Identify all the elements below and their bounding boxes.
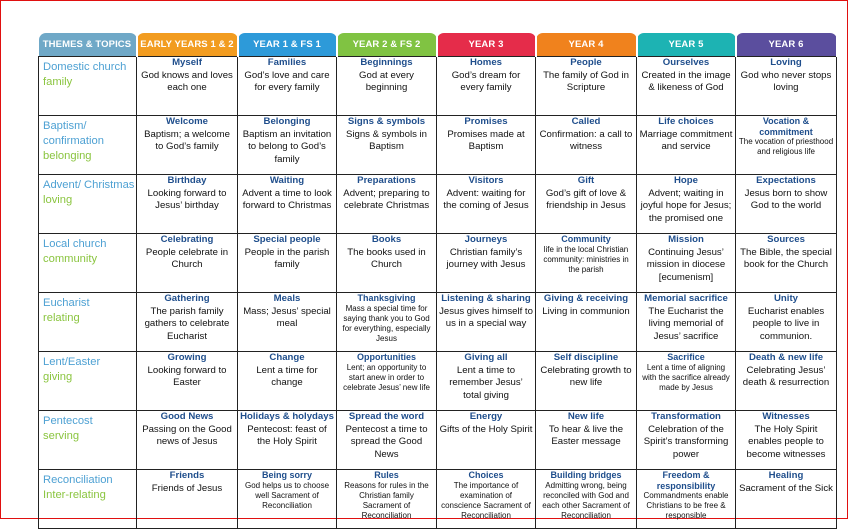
topic-title: Families: [267, 57, 307, 68]
theme-verb: loving: [43, 194, 73, 206]
topic-description: God’s gift of love & friendship in Jesus: [545, 187, 627, 212]
topic-cell: [637, 175, 736, 234]
topic-description: Celebration of the Spirit’s transforming power: [643, 423, 729, 460]
topic-cell: [137, 352, 238, 411]
topic-description: Advent a time to look forward to Christmas: [242, 187, 332, 212]
topic-title: Good News: [160, 411, 214, 422]
topic-description: Admitting wrong, being reconciled with God and each other Sacrament of Reconciliation: [542, 480, 630, 520]
topic-cell: [337, 234, 437, 293]
theme-name: Local church: [43, 238, 107, 250]
topic-title: Memorial sacrifice: [644, 293, 728, 304]
topic-description: Mass a special time for saying thank you to God for everything, especially Jesus: [342, 303, 431, 343]
theme-verb: community: [43, 253, 98, 265]
topic-cell: [437, 293, 536, 352]
topic-description: Promises made at Baptism: [447, 128, 525, 153]
topic-cell: [536, 411, 637, 470]
topic-description: Celebrating growth to new life: [540, 364, 632, 389]
topic-description: God’s dream for every family: [451, 69, 521, 94]
topic-description: Baptism; a welcome to God’s family: [144, 128, 230, 153]
topic-cell: [736, 293, 837, 352]
theme-verb: Inter-relating: [43, 489, 106, 501]
topic-title: Beginnings: [360, 57, 413, 68]
topic-description: Jesus gives himself to us in a special way: [439, 305, 533, 330]
theme-cell: [39, 470, 137, 529]
topic-title: Visitors: [468, 175, 504, 186]
topic-description: The parish family gathers to celebrate Eucharist: [144, 305, 230, 342]
topic-description: The vocation of priesthood and religious life: [738, 137, 834, 156]
topic-description: The Eucharist the living memorial of Jesus’ sacrifice: [648, 305, 724, 342]
topic-description: Commandments enable Christians to be free & responsible: [643, 491, 729, 520]
topic-description: Eucharist enables people to live in communion.: [747, 305, 825, 342]
topic-description: God’s love and care for every family: [244, 69, 330, 94]
topic-title: New life: [567, 411, 605, 422]
topic-title: Preparations: [357, 175, 416, 186]
theme-name: Pentecost: [43, 415, 93, 427]
topic-cell: [337, 411, 437, 470]
topic-title: Called: [571, 116, 601, 127]
topic-cell: [736, 411, 837, 470]
topic-title: Spread the word: [348, 411, 425, 422]
topic-title: Freedom & responsibility: [656, 470, 716, 491]
topic-title: Signs & symbols: [347, 116, 426, 127]
topic-cell: [637, 116, 736, 175]
theme-name: Lent/Easter: [43, 356, 101, 368]
topic-title: Mission: [668, 234, 704, 245]
topic-cell: [238, 293, 337, 352]
table-row: [39, 175, 837, 234]
header-year-3: YEAR 2 & FS 2: [337, 33, 437, 57]
header-year-7: YEAR 6: [736, 33, 837, 57]
topic-cell: [337, 116, 437, 175]
topic-title: Death & new life: [748, 352, 824, 363]
topic-cell: [337, 293, 437, 352]
theme-verb: giving: [43, 371, 73, 383]
topic-description: life in the local Christian community: ministries in the parish: [543, 244, 629, 274]
topic-cell: [437, 234, 536, 293]
theme-cell: [39, 293, 137, 352]
topic-cell: [637, 411, 736, 470]
topic-title: Transformation: [651, 411, 721, 422]
topic-title: Building bridges: [550, 470, 622, 480]
topic-description: God knows and loves each one: [141, 69, 233, 94]
topic-description: Living in communion: [542, 305, 630, 317]
topic-description: Pentecost: feast of the Holy Spirit: [247, 423, 327, 448]
theme-name: Baptism/ confirmation: [43, 120, 104, 147]
topic-description: Looking forward to Easter: [147, 364, 227, 389]
theme-cell: [39, 411, 137, 470]
theme-name: Domestic church: [43, 61, 127, 73]
topic-cell: [736, 57, 837, 116]
topic-title: Gift: [577, 175, 595, 186]
topic-title: Giving & receiving: [543, 293, 629, 304]
topic-title: Change: [269, 352, 305, 363]
header-year-4: YEAR 3: [437, 33, 536, 57]
topic-description: The family of God in Scripture: [543, 69, 629, 94]
topic-title: Myself: [172, 57, 202, 68]
table-row: [39, 234, 837, 293]
topic-description: Lent; an opportunity to start anew in order to celebrate Jesus’ new life: [343, 362, 430, 392]
topic-cell: [736, 352, 837, 411]
topic-cell: [437, 175, 536, 234]
topic-title: Healing: [768, 470, 804, 481]
topic-description: Lent a time to remember Jesus’ total giving: [449, 364, 523, 401]
theme-cell: [39, 116, 137, 175]
topic-description: Created in the image & likeness of God: [641, 69, 731, 94]
topic-description: Christian family’s journey with Jesus: [446, 246, 526, 271]
table-row: [39, 57, 837, 116]
topic-title: Waiting: [269, 175, 305, 186]
header-year-6: YEAR 5: [637, 33, 736, 57]
topic-cell: [137, 116, 238, 175]
topic-description: God helps us to choose well Sacrament of Reconciliation: [244, 480, 330, 510]
topic-cell: [238, 175, 337, 234]
topic-description: Marriage commitment and service: [639, 128, 733, 153]
topic-title: Friends: [169, 470, 205, 481]
topic-title: People: [570, 57, 602, 68]
topic-title: Ourselves: [662, 57, 710, 68]
topic-title: Thanksgiving: [357, 293, 416, 303]
table-row: [39, 470, 837, 529]
header-year-5: YEAR 4: [536, 33, 637, 57]
topic-description: The books used in Church: [347, 246, 426, 271]
topic-cell: [137, 293, 238, 352]
topic-cell: [137, 470, 238, 529]
topic-title: Loving: [770, 57, 802, 68]
topic-description: Gifts of the Holy Spirit: [439, 423, 533, 435]
topic-cell: [736, 234, 837, 293]
topic-cell: [137, 234, 238, 293]
topic-title: Unity: [774, 293, 798, 304]
topic-cell: [637, 293, 736, 352]
topic-cell: [536, 293, 637, 352]
topic-cell: [736, 116, 837, 175]
topic-description: Advent: waiting for the coming of Jesus: [443, 187, 529, 212]
theme-cell: [39, 57, 137, 116]
topic-title: Promises: [464, 116, 508, 127]
topic-cell: [637, 470, 736, 529]
theme-verb: belonging: [43, 150, 92, 162]
topic-title: Holidays & holydays: [240, 411, 334, 422]
topic-cell: [238, 234, 337, 293]
curriculum-table: [38, 33, 838, 529]
topic-description: Lent a time for change: [256, 364, 318, 389]
topic-cell: [337, 470, 437, 529]
topic-title: Sacrifice: [667, 352, 705, 362]
theme-name: Advent/ Christmas: [43, 179, 135, 191]
topic-description: To hear & live the Easter message: [548, 423, 624, 448]
topic-cell: [238, 57, 337, 116]
topic-title: Journeys: [464, 234, 508, 245]
topic-description: Looking forward to Jesus’ birthday: [147, 187, 227, 212]
topic-title: Books: [371, 234, 402, 245]
topic-title: Birthday: [167, 175, 207, 186]
topic-description: Passing on the Good news of Jesus: [142, 423, 232, 448]
theme-verb: serving: [43, 430, 80, 442]
topic-description: Friends of Jesus: [151, 482, 223, 494]
topic-cell: [437, 411, 536, 470]
topic-title: Opportunities: [357, 352, 416, 362]
topic-title: Energy: [469, 411, 503, 422]
theme-name: Reconciliation: [43, 474, 113, 486]
topic-title: Sources: [767, 234, 805, 245]
topic-title: Celebrating: [160, 234, 214, 245]
topic-title: Growing: [167, 352, 207, 363]
topic-description: Sacrament of the Sick: [739, 482, 833, 494]
topic-cell: [137, 411, 238, 470]
topic-cell: [137, 175, 238, 234]
topic-cell: [238, 411, 337, 470]
topic-description: Celebrating Jesus’ death & resurrection: [742, 364, 830, 389]
topic-description: Pentecost a time to spread the Good News: [345, 423, 428, 460]
topic-title: Self discipline: [553, 352, 619, 363]
topic-title: Welcome: [166, 116, 208, 127]
topic-title: Homes: [470, 57, 502, 68]
theme-verb: relating: [43, 312, 80, 324]
topic-description: Lent a time of aligning with the sacrifice already made by Jesus: [642, 362, 730, 392]
topic-cell: [736, 470, 837, 529]
topic-cell: [337, 352, 437, 411]
topic-cell: [437, 116, 536, 175]
topic-cell: [437, 57, 536, 116]
topic-title: Gathering: [164, 293, 210, 304]
table-row: [39, 411, 837, 470]
topic-description: God at every beginning: [359, 69, 414, 94]
topic-title: Vocation & commitment: [759, 116, 813, 137]
topic-description: The Holy Spirit enables people to become witnesses: [746, 423, 826, 460]
topic-description: Mass; Jesus’ special meal: [243, 305, 331, 330]
topic-description: Baptism an invitation to belong to God’s family: [242, 128, 332, 165]
table-row: [39, 352, 837, 411]
header-row: [39, 33, 837, 57]
topic-description: The importance of examination of conscience Sacrament of Reconciliation: [441, 480, 531, 520]
header-year-1: EARLY YEARS 1 & 2: [137, 33, 238, 57]
topic-title: Community: [561, 234, 611, 244]
table-row: [39, 116, 837, 175]
topic-description: Confirmation: a call to witness: [539, 128, 633, 153]
topic-description: People in the parish family: [244, 246, 330, 271]
topic-cell: [536, 470, 637, 529]
theme-cell: [39, 352, 137, 411]
topic-cell: [736, 175, 837, 234]
theme-verb: family: [43, 76, 73, 88]
topic-description: The Bible, the special book for the Church: [740, 246, 832, 271]
topic-description: Advent; waiting in joyful hope for Jesus; the promised one: [640, 187, 732, 224]
topic-title: Life choices: [658, 116, 714, 127]
header-themes-topics: THEMES & TOPICS: [39, 33, 137, 57]
topic-title: Special people: [253, 234, 321, 245]
topic-cell: [637, 234, 736, 293]
topic-title: Meals: [273, 293, 301, 304]
topic-cell: [137, 57, 238, 116]
topic-cell: [536, 57, 637, 116]
topic-title: Witnesses: [762, 411, 810, 422]
topic-cell: [637, 352, 736, 411]
topic-title: Hope: [674, 175, 698, 186]
topic-title: Being sorry: [261, 470, 312, 480]
topic-title: Expectations: [756, 175, 816, 186]
topic-title: Giving all: [464, 352, 508, 363]
topic-cell: [337, 57, 437, 116]
topic-title: Choices: [468, 470, 504, 480]
topic-cell: [536, 175, 637, 234]
topic-cell: [536, 352, 637, 411]
topic-description: Reasons for rules in the Christian family Sacrament of Reconciliation: [344, 480, 429, 520]
topic-cell: [437, 352, 536, 411]
topic-description: God who never stops loving: [740, 69, 832, 94]
topic-cell: [536, 116, 637, 175]
topic-cell: [437, 470, 536, 529]
topic-title: Rules: [374, 470, 399, 480]
topic-cell: [238, 116, 337, 175]
topic-description: Continuing Jesus’ mission in diocese [ecumenism]: [646, 246, 726, 283]
table-body: [39, 57, 837, 529]
header-year-2: YEAR 1 & FS 1: [238, 33, 337, 57]
table-row: [39, 293, 837, 352]
topic-description: Signs & symbols in Baptism: [345, 128, 428, 153]
topic-cell: [536, 234, 637, 293]
topic-title: Listening & sharing: [441, 293, 531, 304]
topic-description: Jesus born to show God to the world: [744, 187, 828, 212]
topic-description: People celebrate in Church: [145, 246, 229, 271]
theme-cell: [39, 234, 137, 293]
theme-name: Eucharist: [43, 297, 90, 309]
theme-cell: [39, 175, 137, 234]
topic-cell: [337, 175, 437, 234]
topic-cell: [238, 470, 337, 529]
topic-cell: [238, 352, 337, 411]
topic-cell: [637, 57, 736, 116]
topic-title: Belonging: [263, 116, 311, 127]
topic-description: Advent; preparing to celebrate Christmas: [343, 187, 430, 212]
